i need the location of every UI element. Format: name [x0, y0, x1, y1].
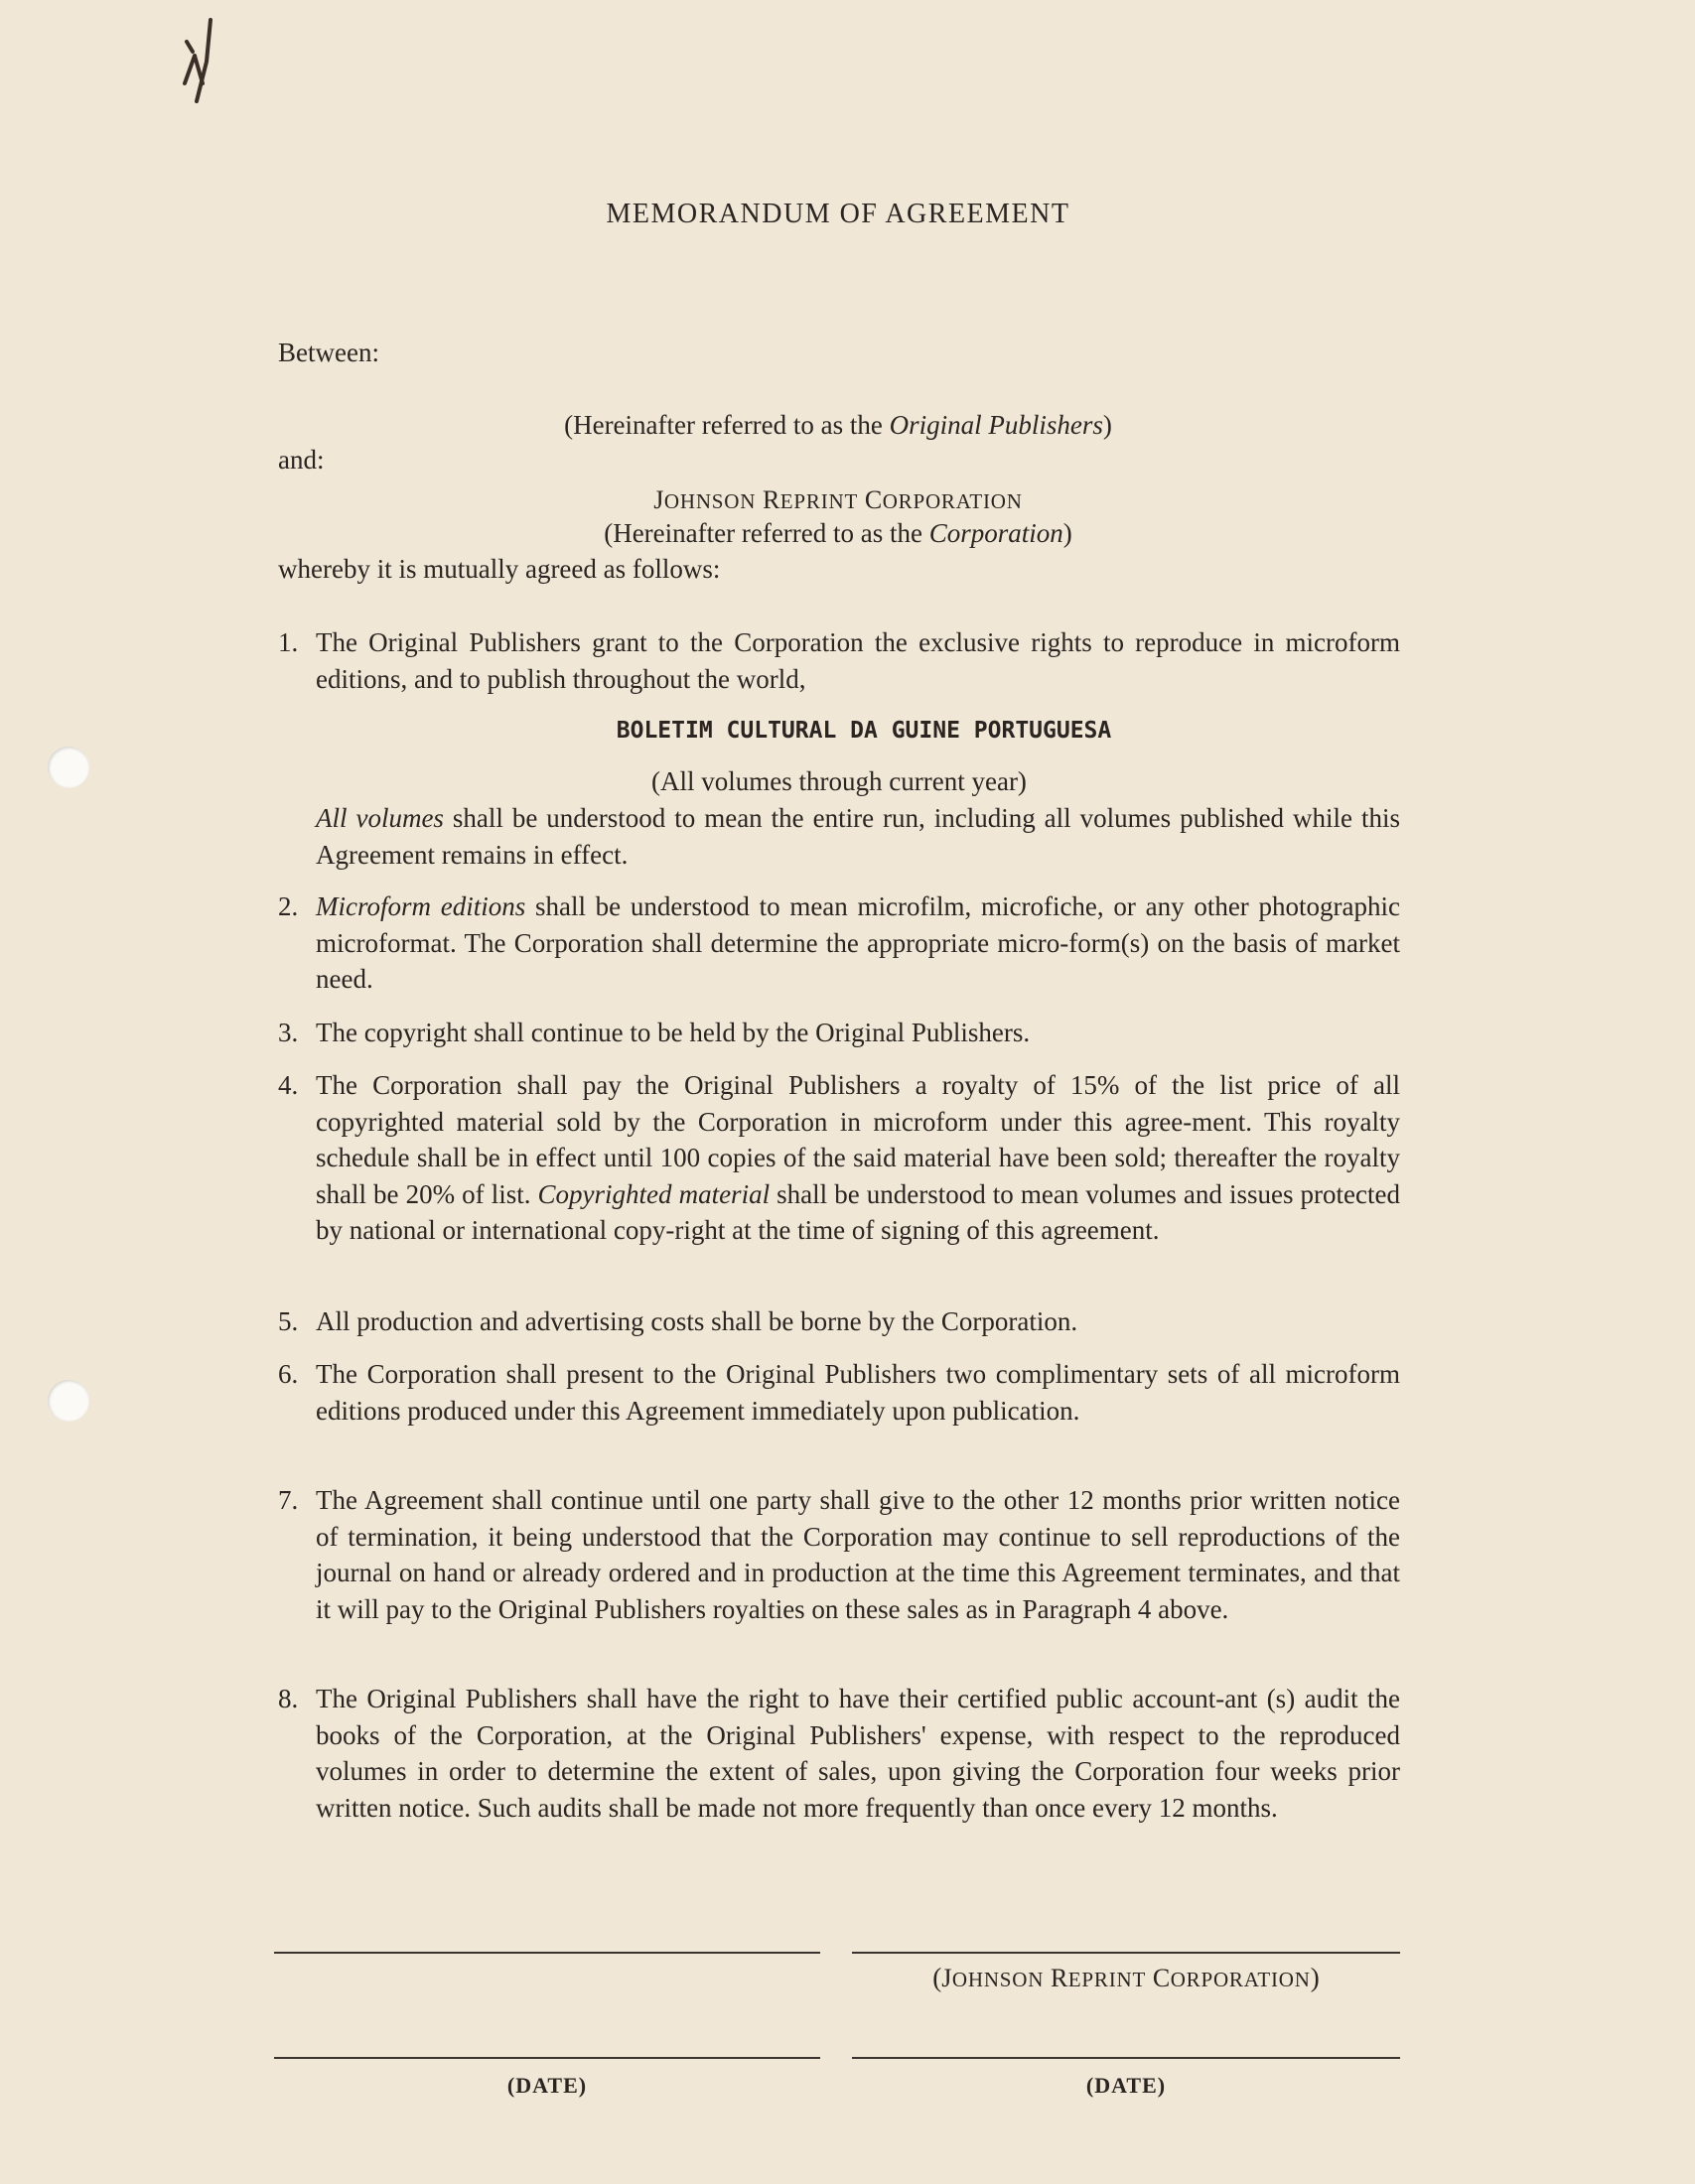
corp-initial-c: C	[864, 485, 883, 514]
punch-hole-bottom	[48, 1380, 89, 1422]
clause-8	[278, 1681, 1400, 1826]
clause-number: 2.	[278, 891, 299, 921]
clause-text: The Original Publishers grant to the Corporation the exclusive rights to reproduce in microform editions, and to publish throughout the world,	[316, 627, 1400, 694]
reference-prefix: (Hereinafter referred to as the	[564, 410, 890, 440]
signature-line-corporation[interactable]	[852, 1952, 1400, 1954]
original-publishers-reference	[0, 410, 1676, 441]
clause-number: 5.	[278, 1306, 299, 1336]
handwritten-mark	[167, 12, 286, 121]
corporation-signature-label: (JOHNSON REPRINT CORPORATION)	[932, 1963, 1320, 1992]
clause-text: The Agreement shall continue until one party shall give to the other 12 months prior written notice of termination, it being understood that the Corporation may continue to sell reproductions of the journal on hand or already ordered and in production at the time this Agreement terminates, and that it will pay to the Original Publishers royalties on these sales as in Paragraph 4 above.	[316, 1485, 1400, 1624]
journal-title: BOLETIM CULTURAL DA GUINE PORTUGUESA	[616, 718, 1112, 744]
reference-suffix: )	[1062, 518, 1072, 548]
corporation-reference	[0, 518, 1676, 549]
corp-rest-ohnson: OHNSON	[663, 489, 757, 513]
clause-2	[278, 888, 1400, 998]
reference-suffix: )	[1102, 410, 1112, 440]
defined-term: All volumes	[316, 803, 444, 833]
clause-6	[278, 1356, 1400, 1429]
reference-term: Original Publishers	[889, 410, 1103, 440]
journal-scope: (All volumes through current year)	[651, 766, 1027, 796]
clause-text: The Original Publishers shall have the right to have their certified public account-ant (s) audit the books of the Corporation, at the Original Publishers' expense, with respect to the reproduced volumes in order to determine the extent of sales, upon giving the Corporation four weeks prior written notice. Such audits shall be made not more frequently than once every 12 months.	[316, 1684, 1400, 1823]
corporation-name	[0, 484, 1676, 515]
and-label: and:	[278, 445, 325, 475]
document-title: MEMORANDUM OF AGREEMENT	[606, 199, 1070, 229]
clause-text: All production and advertising costs shall be borne by the Corporation.	[316, 1306, 1078, 1336]
clause-text-continued: shall be understood to mean volumes and issues protected by national or international copy-right at the time of signing of this agreement.	[316, 1178, 1400, 1245]
clause-number: 6.	[278, 1359, 299, 1389]
clause-4	[278, 1067, 1400, 1249]
corp-rest-orporation: ORPORATION	[882, 489, 1023, 513]
date-label-right: (DATE)	[1085, 2073, 1167, 2098]
clause-number: 3.	[278, 1018, 299, 1047]
clause-7	[278, 1482, 1400, 1627]
clause-number: 1.	[278, 627, 299, 657]
clause-text: The Corporation shall present to the Original Publishers two complimentary sets of all microform editions produced under this Agreement immediately upon publication.	[316, 1359, 1400, 1426]
clause-number: 8.	[278, 1684, 299, 1713]
whereby-line: whereby it is mutually agreed as follows:	[278, 554, 721, 584]
clause-1-definition	[278, 800, 1400, 873]
date-label-left: (DATE)	[506, 2073, 588, 2098]
clause-number: 4.	[278, 1070, 299, 1100]
clause-1	[278, 624, 1400, 697]
reference-term: Corporation	[928, 518, 1063, 548]
between-label: Between:	[278, 338, 379, 367]
clause-number: 7.	[278, 1485, 299, 1515]
corp-rest-eprint: EPRINT	[779, 489, 859, 513]
signature-line-publishers[interactable]	[274, 1952, 820, 1954]
definition-text: shall be understood to mean microfilm, microfiche, or any other photographic microformat. The Corporation shall determine the appropriate micro-form(s) on the basis of market need.	[316, 891, 1400, 994]
clause-3	[278, 1015, 1400, 1051]
clause-5	[278, 1303, 1400, 1340]
date-line-left[interactable]	[274, 2057, 820, 2059]
clause-text: The copyright shall continue to be held by the Original Publishers.	[316, 1018, 1031, 1047]
defined-term: Microform editions	[316, 891, 526, 921]
clause-text: The Corporation shall pay the Original Publishers a royalty of 15% of the list price of all copyrighted material sold by the Corporation in microform under this agree-ment. This royalty schedule shall be in effect until 100 copies of the said material have been sold; thereafter the royalty shall be 20% of list.	[316, 1070, 1400, 1209]
reference-prefix: (Hereinafter referred to as the	[604, 518, 929, 548]
corp-initial-j: J	[653, 485, 664, 514]
corp-initial-r: R	[762, 485, 780, 514]
defined-term: Copyrighted material	[537, 1178, 771, 1209]
date-line-right[interactable]	[852, 2057, 1400, 2059]
definition-text: shall be understood to mean the entire run, including all volumes published while this Agreement remains in effect.	[316, 803, 1400, 870]
